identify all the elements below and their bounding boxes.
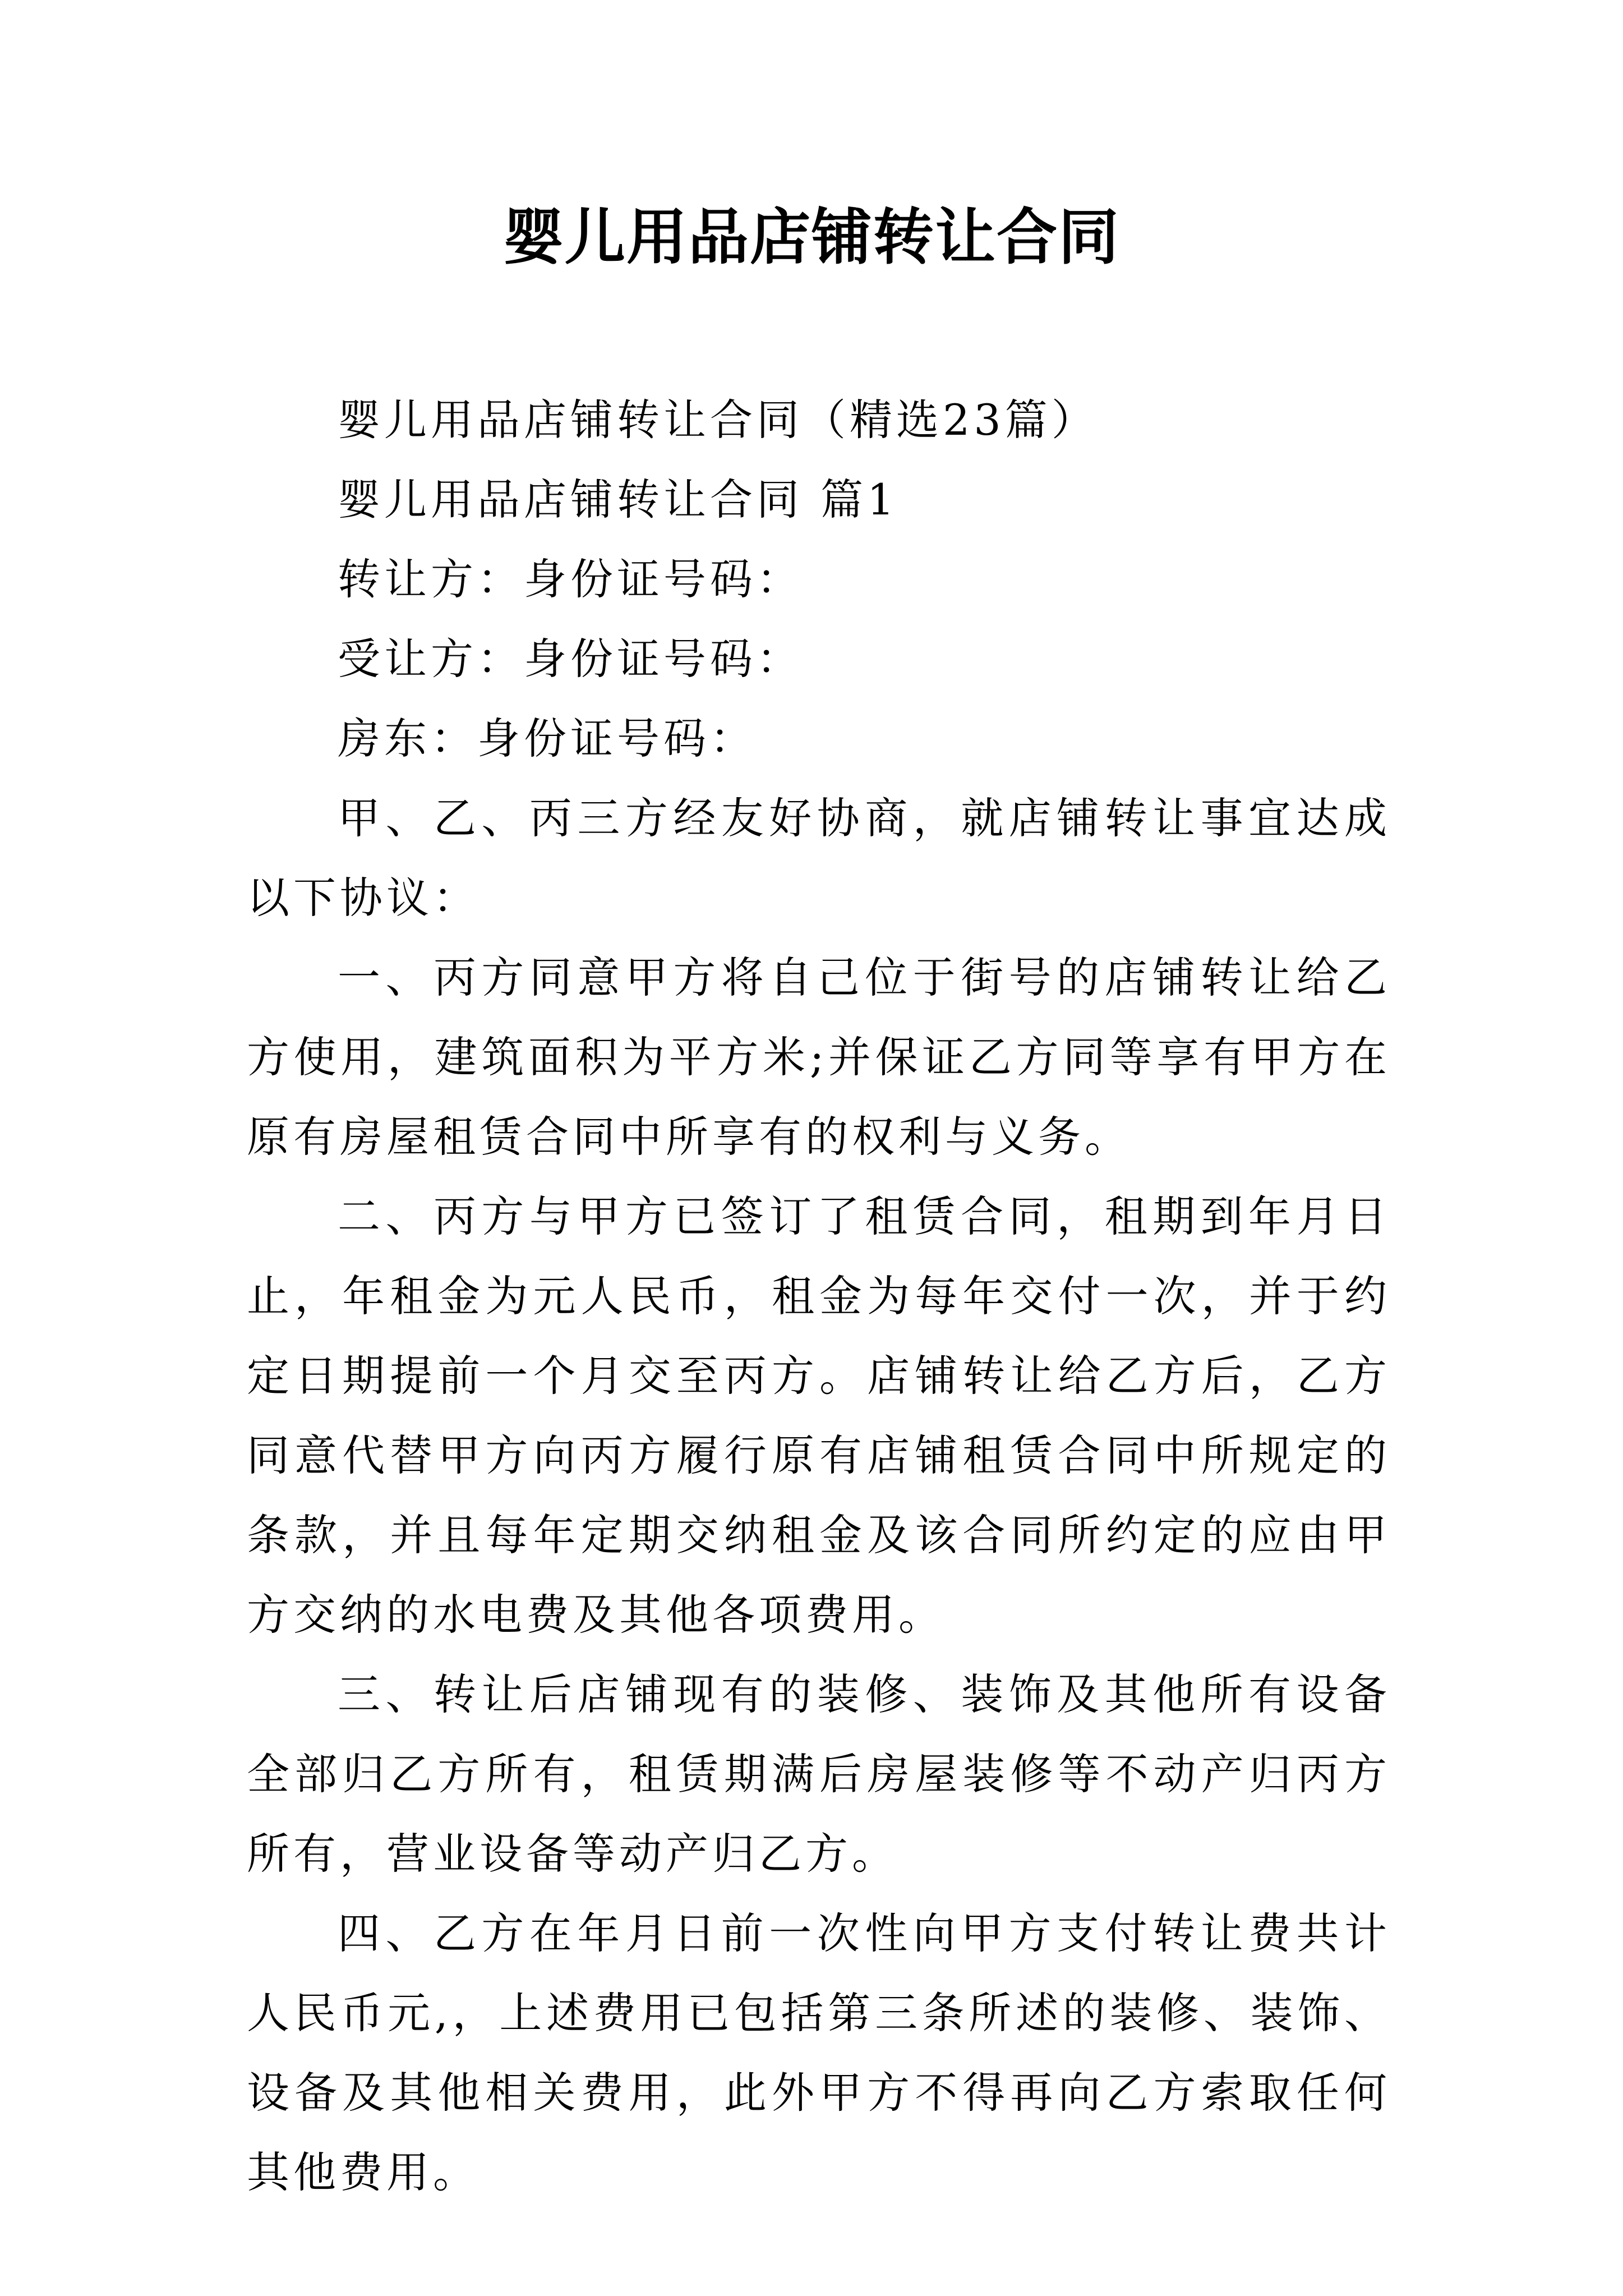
paragraph-clause-1: 一、丙方同意甲方将自己位于街号的店铺转让给乙方使用，建筑面积为平方米;并保证乙方同等享有甲方在原有房屋租赁合同中所享有的权利与义务。: [247, 953, 1391, 1162]
paragraph-subtitle: 婴儿用品店铺转让合同（精选23篇）: [338, 395, 1098, 445]
paragraph-transferor: 转让方：身份证号码：: [338, 554, 803, 604]
paragraph-preamble: 甲、乙、丙三方经友好协商，就店铺转让事宜达成以下协议：: [247, 793, 1391, 923]
paragraph-clause-4: 四、乙方在年月日前一次性向甲方支付转让费共计人民币元,，上述费用已包括第三条所述的装修、装饰、设备及其他相关费用，此外甲方不得再向乙方索取任何其他费用。: [247, 1908, 1391, 2197]
paragraph-section-heading: 婴儿用品店铺转让合同 篇1: [338, 475, 898, 524]
document-title: 婴儿用品店铺转让合同: [502, 202, 1120, 273]
paragraph-landlord: 房东：身份证号码：: [338, 714, 757, 763]
paragraph-transferee: 受让方：身份证号码：: [338, 634, 803, 684]
document-body: [247, 380, 1391, 2212]
paragraph-clause-2: 二、丙方与甲方已签订了租赁合同，租期到年月日止，年租金为元人民币，租金为每年交付一次，并于约定日期提前一个月交至丙方。店铺转让给乙方后，乙方同意代替甲方向丙方履行原有店铺租赁合同中所规定的条款，并且每年定期交纳租金及该合同所约定的应由甲方交纳的水电费及其他各项费用。: [247, 1191, 1391, 1640]
paragraph-clause-3: 三、转让后店铺现有的装修、装饰及其他所有设备全部归乙方所有，租赁期满后房屋装修等不动产归丙方所有，营业设备等动产归乙方。: [247, 1669, 1391, 1879]
